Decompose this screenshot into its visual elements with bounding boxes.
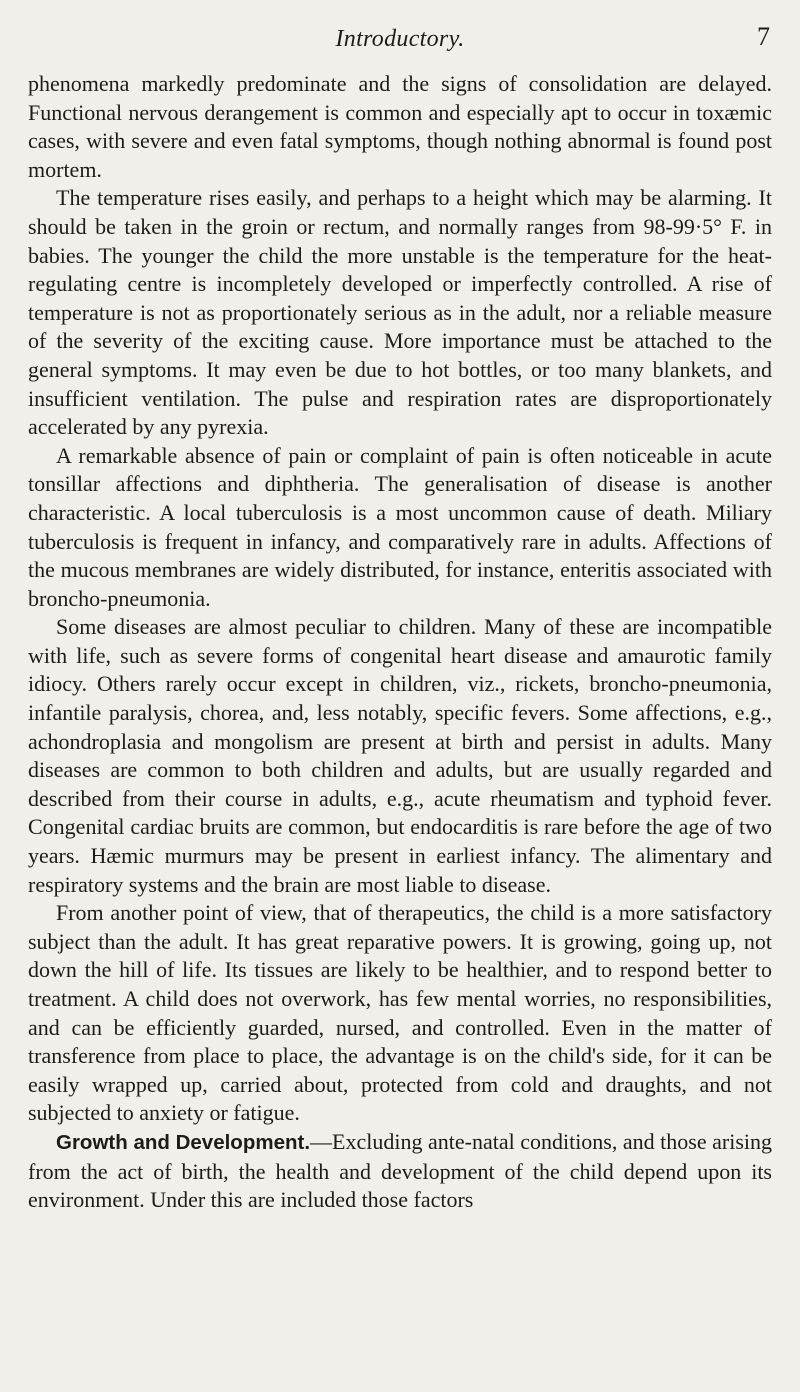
paragraph	[28, 1128, 772, 1215]
paragraph: From another point of view, that of therapeutics, the child is a more satisfactory subject than the adult. It has great reparative powers. It is growing, going up, not down the hill of life. Its tissues are likely to be healthier, and to respond better to treatment. A child does not overwork, has few mental worries, no responsibilities, and can be efficiently guarded, nursed, and controlled. Even in the matter of transference from place to place, the advantage is on the child's side, for it can be easily wrapped up, carried about, protected from cold and draughts, and not subjected to anxiety or fatigue.	[28, 900, 772, 1126]
paragraph-text: —Excluding ante-natal conditions, and those arising from the act of birth, the health and development of the child depend upon its environment. Under this are included those factors	[28, 1128, 772, 1213]
section-heading: Growth and Development.	[56, 1130, 311, 1154]
page-number: 7	[757, 22, 770, 51]
paragraph: Some diseases are almost peculiar to children. Many of these are incompatible with life, such as severe forms of congenital heart disease and amaurotic family idiocy. Others rarely occur except in children, viz., rickets, broncho-pneumonia, infantile paralysis, chorea, and, less notably, specific fevers. Some affections, e.g., achondroplasia and mongolism are present at birth and persist in adults. Many diseases are common to both children and adults, but are usually regarded and described from their course in adults, e.g., acute rheumatism and typhoid fever. Congenital cardiac bruits are common, but endocarditis is rare before the age of two years. Hæmic murmurs may be present in earliest infancy. The alimentary and respiratory systems and the brain are most liable to disease.	[28, 614, 772, 897]
paragraph: phenomena markedly predominate and the signs of consolidation are delayed. Functional nervous derangement is common and especially apt to occur in toxæmic cases, with severe and even fatal symptoms, though nothing abnormal is found post mortem.	[28, 71, 772, 182]
running-title: Introductory.	[335, 26, 465, 52]
paragraph: A remarkable absence of pain or complaint of pain is often noticeable in acute tonsillar affections and diphtheria. The generalisation of disease is another characteristic. A local tuberculosis is a most uncommon cause of death. Miliary tuberculosis is frequent in infancy, and comparatively rare in adults. Affections of the mucous membranes are widely distributed, for instance, enteritis associated with broncho-pneumonia.	[28, 442, 772, 611]
body-text	[28, 70, 772, 1215]
paragraph: The temperature rises easily, and perhaps to a height which may be alarming. It should be taken in the groin or rectum, and normally ranges from 98-99·5° F. in babies. The younger the child the more unstable is the temperature for the heat-regulating centre is incompletely developed or imperfectly controlled. A rise of temperature is not as proportionately serious as in the adult, nor a reliable measure of the severity of the exciting cause. More importance must be attached to the general symptoms. It may even be due to hot bottles, or too many blankets, and insufficient ventilation. The pulse and respiration rates are disproportionately accelerated by any pyrexia.	[28, 185, 772, 440]
running-header	[0, 22, 800, 58]
